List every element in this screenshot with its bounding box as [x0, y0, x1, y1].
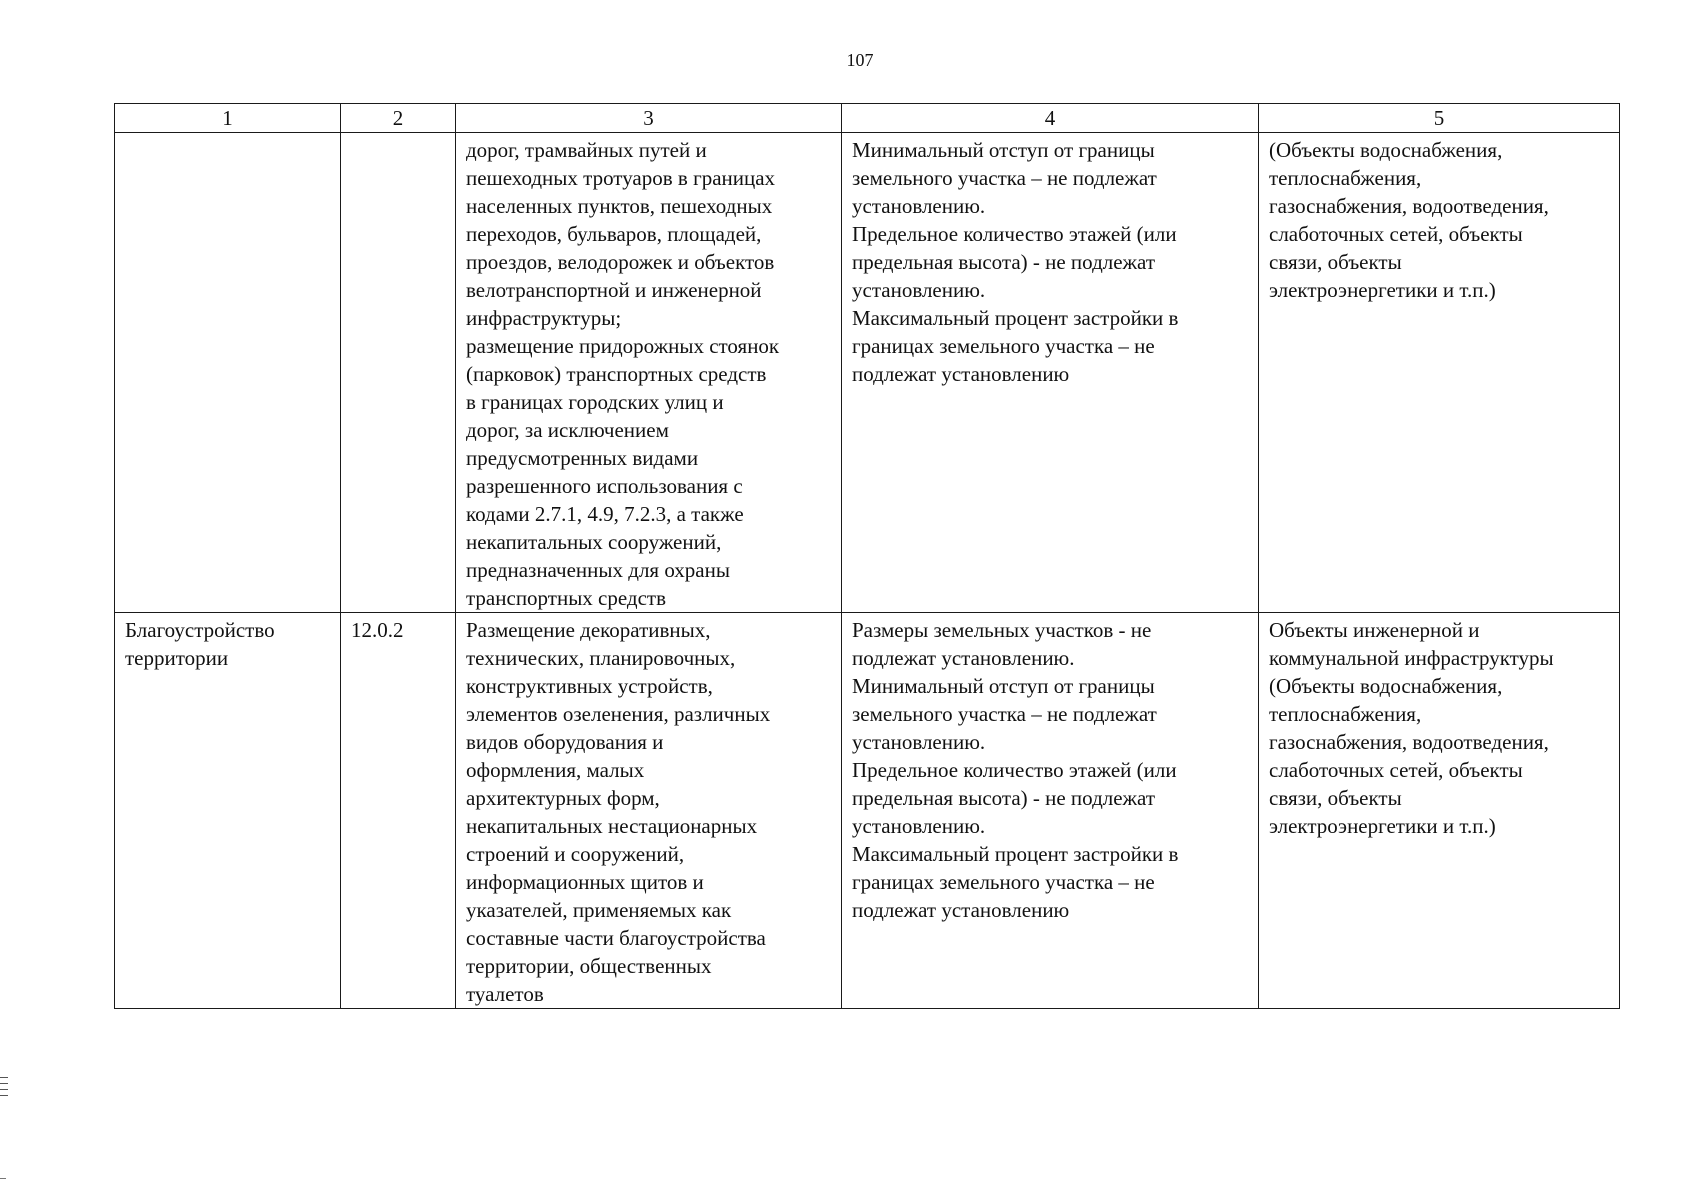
cell-text-line: оформления, малых	[466, 758, 645, 782]
cell-text-line: установлению.	[852, 278, 986, 302]
cell-text-line: слаботочных сетей, объекты	[1269, 758, 1523, 782]
use-code-cell	[341, 613, 456, 1009]
cell-text-line: Предельное количество этажей (или	[852, 758, 1177, 782]
cell-text-line: видов оборудования и	[466, 730, 664, 754]
cell-text-line: (Объекты водоснабжения,	[1269, 674, 1503, 698]
cell-text-line: пешеходных тротуаров в границах	[466, 166, 776, 190]
cell-text-line: строений и сооружений,	[466, 842, 685, 866]
cell-text-line: Минимальный отступ от границы	[852, 138, 1155, 162]
cell-text-line: связи, объекты	[1269, 250, 1402, 274]
header-row	[115, 104, 1620, 133]
cell-text-line: теплоснабжения,	[1269, 702, 1422, 726]
cell-text-line: Размеры земельных участков - не	[852, 618, 1152, 642]
header-col-5: 5	[1259, 104, 1620, 133]
cell-text-line: установлению.	[852, 814, 986, 838]
cell-text-line: Размещение декоративных,	[466, 618, 711, 642]
use-name-cell	[115, 613, 341, 1009]
margin-mark	[0, 1178, 6, 1179]
table-body	[115, 133, 1620, 1009]
header-col-3: 3	[456, 104, 842, 133]
cell-text-line: Предельное количество этажей (или	[852, 222, 1177, 246]
cell-text-line: подлежат установлению.	[852, 646, 1075, 670]
cell-text-line: теплоснабжения,	[1269, 166, 1422, 190]
cell-text-line: Минимальный отступ от границы	[852, 674, 1155, 698]
cell-text-line: слаботочных сетей, объекты	[1269, 222, 1523, 246]
cell-text-line: велотранспортной и инженерной	[466, 278, 762, 302]
cell-text-line: электроэнергетики и т.п.)	[1269, 278, 1496, 302]
cell-text-line: в границах городских улиц и	[466, 390, 724, 414]
parameters-cell	[842, 613, 1259, 1009]
cell-text-line: установлению.	[852, 194, 986, 218]
cell-text-line: предусмотренных видами	[466, 446, 699, 470]
table-row	[115, 133, 1620, 613]
cell-text-line: кодами 2.7.1, 4.9, 7.2.3, а также	[466, 502, 744, 526]
table-row	[115, 613, 1620, 1009]
cell-text-line: газоснабжения, водоотведения,	[1269, 730, 1549, 754]
cell-text-line: подлежат установлению	[852, 362, 1070, 386]
cell-text-line: размещение придорожных стоянок	[466, 334, 780, 358]
objects-cell	[1259, 133, 1620, 613]
cell-text-line: границах земельного участка – не	[852, 334, 1155, 358]
cell-text-line: дорог, за исключением	[466, 418, 669, 442]
cell-text-line: 12.0.2	[351, 618, 404, 642]
objects-cell	[1259, 613, 1620, 1009]
use-name-cell	[115, 133, 341, 613]
cell-text-line: переходов, бульваров, площадей,	[466, 222, 762, 246]
cell-text-line: коммунальной инфраструктуры	[1269, 646, 1554, 670]
cell-text-line: конструктивных устройств,	[466, 674, 713, 698]
cell-text-line: технических, планировочных,	[466, 646, 736, 670]
parameters-cell	[842, 133, 1259, 613]
cell-text-line: границах земельного участка – не	[852, 870, 1155, 894]
cell-text-line: подлежат установлению	[852, 898, 1070, 922]
cell-text-line: территории	[125, 646, 229, 670]
cell-text-line: элементов озеленения, различных	[466, 702, 771, 726]
cell-text-line: газоснабжения, водоотведения,	[1269, 194, 1549, 218]
cell-text-line: Максимальный процент застройки в	[852, 842, 1179, 866]
cell-text-line: информационных щитов и	[466, 870, 704, 894]
cell-text-line: Объекты инженерной и	[1269, 618, 1480, 642]
cell-text-line: предназначенных для охраны	[466, 558, 730, 582]
cell-text-line: установлению.	[852, 730, 986, 754]
cell-text-line: некапитальных сооружений,	[466, 530, 722, 554]
cell-text-line: (парковок) транспортных средств	[466, 362, 767, 386]
cell-text-line: Благоустройство	[125, 618, 275, 642]
cell-text-line: Максимальный процент застройки в	[852, 306, 1179, 330]
cell-text-line: архитектурных форм,	[466, 786, 660, 810]
cell-text-line: связи, объекты	[1269, 786, 1402, 810]
page-number: 107	[846, 50, 874, 70]
margin-marks	[0, 1077, 8, 1101]
cell-text-line: некапитальных нестационарных	[466, 814, 758, 838]
use-description-cell	[456, 133, 842, 613]
zoning-table	[114, 103, 1620, 1009]
cell-text-line: проездов, велодорожек и объектов	[466, 250, 775, 274]
cell-text-line: (Объекты водоснабжения,	[1269, 138, 1503, 162]
header-col-1: 1	[115, 104, 341, 133]
header-col-2: 2	[341, 104, 456, 133]
cell-text-line: дорог, трамвайных путей и	[466, 138, 707, 162]
cell-text-line: транспортных средств	[466, 586, 667, 610]
use-code-cell	[341, 133, 456, 613]
cell-text-line: электроэнергетики и т.п.)	[1269, 814, 1496, 838]
header-col-4: 4	[842, 104, 1259, 133]
cell-text-line: населенных пунктов, пешеходных	[466, 194, 773, 218]
use-description-cell	[456, 613, 842, 1009]
cell-text-line: предельная высота) - не подлежат	[852, 250, 1156, 274]
cell-text-line: предельная высота) - не подлежат	[852, 786, 1156, 810]
cell-text-line: разрешенного использования с	[466, 474, 743, 498]
cell-text-line: туалетов	[466, 982, 544, 1006]
cell-text-line: территории, общественных	[466, 954, 712, 978]
cell-text-line: составные части благоустройства	[466, 926, 766, 950]
cell-text-line: земельного участка – не подлежат	[852, 702, 1157, 726]
cell-text-line: указателей, применяемых как	[466, 898, 732, 922]
cell-text-line: земельного участка – не подлежат	[852, 166, 1157, 190]
cell-text-line: инфраструктуры;	[466, 306, 622, 330]
